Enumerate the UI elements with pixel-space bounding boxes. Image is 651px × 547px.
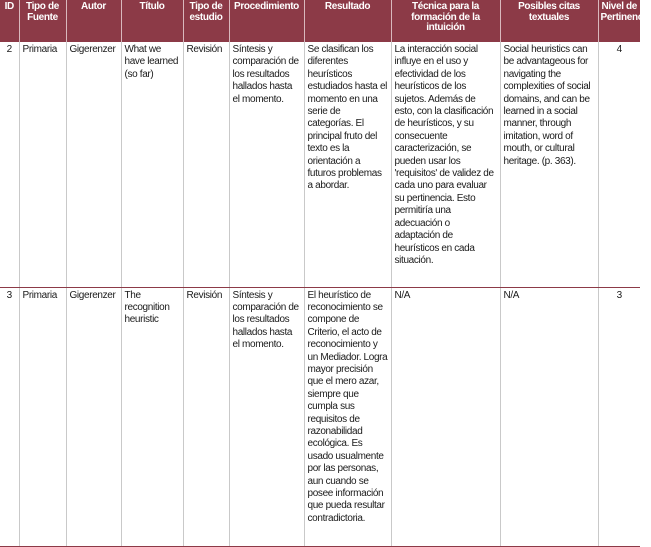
table-header [0, 0, 651, 42]
cell-id: 3 [0, 287, 19, 546]
cell-procedimiento: Síntesis y comparación de los resultados hallados hasta el momento. [229, 287, 304, 546]
header-resultado: Resultado [304, 0, 391, 42]
header-id: ID [0, 0, 19, 42]
table-row [0, 42, 640, 287]
header-titulo: Título [121, 0, 183, 42]
header-citas: Posibles citas textuales [500, 0, 598, 42]
cell-resultado: El heurístico de reconocimiento se compone de Criterio, el acto de reconocimiento y un Mediador. Logra mayor precisión que el mero azar, siempre que cumpla sus requisitos de razonabilidad ecológica. Es usado usualmente por las personas, aun cuando se posee información que pueda resultar contradictoria. [304, 287, 391, 546]
header-tecnica: Técnica para la formación de la intuición [391, 0, 500, 42]
cell-tipo-fuente: Primaria [19, 42, 66, 287]
header-procedimiento: Procedimiento [229, 0, 304, 42]
header-tipo-fuente: Tipo de Fuente [19, 0, 66, 42]
cell-nivel: 3 [598, 287, 640, 546]
cell-titulo: The recognition heuristic [121, 287, 183, 546]
cell-procedimiento: Síntesis y comparación de los resultados hallados hasta el momento. [229, 42, 304, 287]
table-body [0, 42, 640, 546]
cell-citas: Social heuristics can be advantageous for navigating the complexities of social domains, and can be learned in a social manner, through imitation, word of mouth, or cultural heritage. (p. 363). [500, 42, 598, 287]
cell-resultado: Se clasifican los diferentes heurísticos estudiados hasta el momento en una serie de categorías. El principal fruto del texto es la orientación a futuros problemas a abordar. [304, 42, 391, 287]
cell-autor: Gigerenzer [66, 287, 121, 546]
cell-nivel: 4 [598, 42, 640, 287]
cell-tecnica: N/A [391, 287, 500, 546]
table-row [0, 287, 640, 546]
cell-citas: N/A [500, 287, 598, 546]
cell-titulo: What we have learned (so far) [121, 42, 183, 287]
cell-autor: Gigerenzer [66, 42, 121, 287]
cell-tipo-estudio: Revisión [183, 42, 229, 287]
header-row [0, 0, 640, 42]
cell-id: 2 [0, 42, 19, 287]
header-nivel: Nivel de Pertinencia [598, 0, 640, 42]
cell-tecnica: La interacción social influye en el uso y efectividad de los heurísticos de los sujetos. Además de esto, con la clasificación de heurísticos, y su consecuente caracterización, se pueden usar los 'requisitos' de validez de cada uno para evaluar su pertinencia. Esto permitiría una adecuación o adaptación de heurísticos en cada situación. [391, 42, 500, 287]
header-autor: Autor [66, 0, 121, 42]
header-tipo-estudio: Tipo de estudio [183, 0, 229, 42]
cell-tipo-estudio: Revisión [183, 287, 229, 546]
cell-tipo-fuente: Primaria [19, 287, 66, 546]
